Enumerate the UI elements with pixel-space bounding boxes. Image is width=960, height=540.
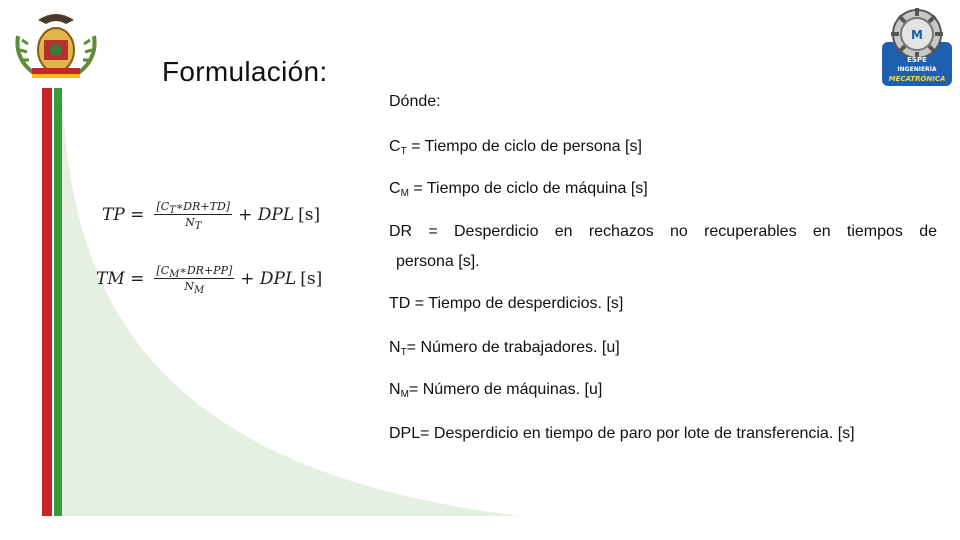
formula-lhs: TM = [96, 268, 145, 289]
svg-text:M: M [911, 28, 923, 42]
formula-rhs: + DPL [240, 268, 297, 289]
fraction-denominator: $N_T$ [185, 216, 202, 232]
definition-nt: $N_T=$ Número de trabajadores. [u] [389, 339, 620, 358]
definition-nm: $N_M=$ Número de máquinas. [u] [389, 381, 603, 400]
formula-lhs: TP = [102, 204, 145, 225]
gear-icon [880, 4, 954, 88]
logo-line2: INGENIERÍA [897, 66, 937, 73]
red-bar [42, 88, 52, 516]
coat-of-arms-icon [8, 6, 104, 82]
white-stripe [52, 88, 54, 516]
espe-mechatronics-logo [880, 4, 954, 88]
formula-tm [96, 264, 323, 296]
definition-dr: DR = Desperdicio en rechazos no recuperables en tiempos de [389, 223, 937, 240]
definition-dr-continued: persona [s]. [396, 253, 480, 270]
fraction-numerator: $[C_M∗DR+PP]$ [156, 264, 233, 280]
definition-cm: $C_M$ = Tiempo de ciclo de máquina [s] [389, 180, 648, 199]
definition-dpl: DPL= Desperdicio en tiempo de paro por lote de transferencia. [s] [389, 425, 855, 442]
logo-line1: ESPE [907, 56, 927, 64]
logo-line3: MECATRÓNICA [888, 75, 946, 83]
fraction-denominator: $N_M$ [184, 280, 205, 296]
definition-ct: $C_T$ = Tiempo de ciclo de persona [s] [389, 138, 642, 157]
formula-fraction [154, 200, 232, 232]
formula-fraction [154, 264, 234, 296]
definitions-heading: Dónde: [389, 93, 441, 110]
slide-title: Formulación: [162, 56, 328, 87]
green-bar [54, 88, 62, 516]
formula-unit: [s] [298, 204, 321, 225]
formula-tp [102, 200, 321, 232]
definition-td: TD = Tiempo de desperdicios. [s] [389, 295, 624, 312]
fraction-numerator: $[C_T∗DR+TD]$ [156, 200, 231, 216]
formula-rhs: + DPL [238, 204, 295, 225]
formula-unit: [s] [300, 268, 323, 289]
